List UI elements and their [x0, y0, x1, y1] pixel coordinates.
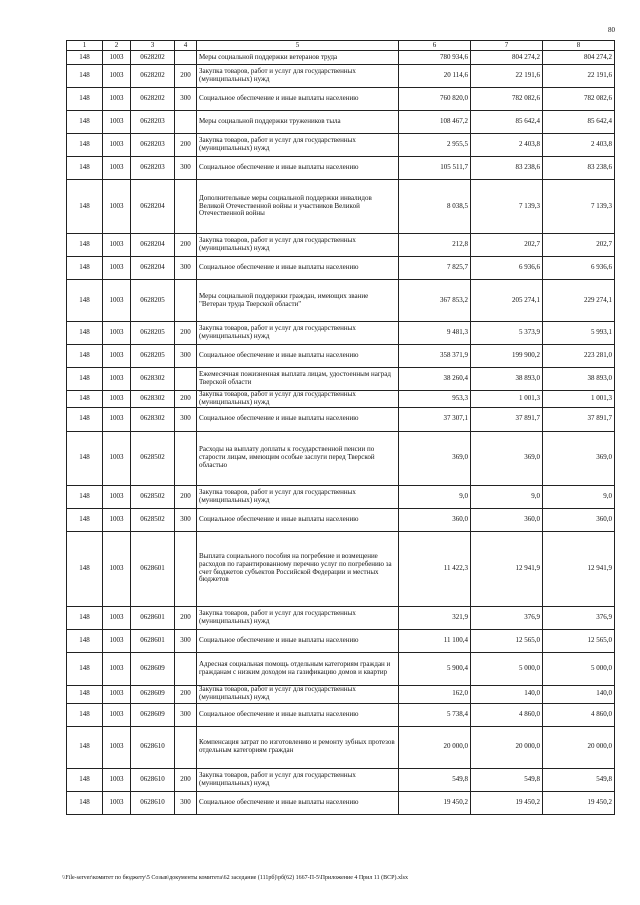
cell-program: 148: [67, 508, 103, 531]
table-body: [67, 51, 615, 815]
col-header-6: 6: [399, 41, 471, 51]
table-row: [67, 368, 615, 391]
cell-program: 148: [67, 322, 103, 345]
cell-name: Закупка товаров, работ и услуг для государственных (муниципальных) нужд: [197, 234, 399, 257]
table-row: [67, 407, 615, 431]
cell-program: 148: [67, 88, 103, 111]
cell-amount-col8: 2 403,8: [543, 134, 615, 157]
table-row: [67, 768, 615, 791]
table-row: [67, 280, 615, 322]
cell-program: 148: [67, 652, 103, 685]
table-row: [67, 652, 615, 685]
cell-amount-col6: 162,0: [399, 685, 471, 703]
cell-target-article: 0628203: [131, 157, 175, 180]
cell-program: 148: [67, 606, 103, 629]
cell-amount-col7: 12 565,0: [471, 629, 543, 652]
cell-amount-col7: 22 191,6: [471, 65, 543, 88]
cell-section: 1003: [103, 51, 131, 65]
cell-target-article: 0628502: [131, 485, 175, 508]
cell-expense-type: 300: [175, 407, 197, 431]
cell-section: 1003: [103, 652, 131, 685]
cell-section: 1003: [103, 685, 131, 703]
cell-section: 1003: [103, 134, 131, 157]
cell-target-article: 0628205: [131, 322, 175, 345]
cell-amount-col7: 85 642,4: [471, 111, 543, 134]
cell-expense-type: [175, 726, 197, 768]
cell-target-article: 0628202: [131, 51, 175, 65]
cell-section: 1003: [103, 257, 131, 280]
table-row: [67, 157, 615, 180]
cell-section: 1003: [103, 703, 131, 726]
cell-amount-col8: 7 139,3: [543, 180, 615, 234]
cell-amount-col8: 202,7: [543, 234, 615, 257]
cell-program: 148: [67, 257, 103, 280]
col-header-4: 4: [175, 41, 197, 51]
cell-section: 1003: [103, 629, 131, 652]
cell-amount-col6: 108 467,2: [399, 111, 471, 134]
cell-expense-type: 200: [175, 234, 197, 257]
table-row: [67, 134, 615, 157]
cell-amount-col7: 9,0: [471, 485, 543, 508]
cell-expense-type: 300: [175, 629, 197, 652]
cell-amount-col7: 804 274,2: [471, 51, 543, 65]
cell-name: Социальное обеспечение и иные выплаты населению: [197, 157, 399, 180]
table-row: [67, 65, 615, 88]
cell-expense-type: 200: [175, 606, 197, 629]
cell-name: Адресная социальная помощь отдельным категориям граждан и гражданам с низким доходом на газификацию домов и квартир: [197, 652, 399, 685]
cell-amount-col6: 780 934,6: [399, 51, 471, 65]
cell-name: Ежемесячная пожизненная выплата лицам, удостоенным наград Тверской области: [197, 368, 399, 391]
cell-amount-col6: 2 955,5: [399, 134, 471, 157]
cell-amount-col6: 5 738,4: [399, 703, 471, 726]
cell-name: Закупка товаров, работ и услуг для государственных (муниципальных) нужд: [197, 391, 399, 408]
cell-amount-col6: 549,8: [399, 768, 471, 791]
cell-program: 148: [67, 391, 103, 408]
cell-expense-type: [175, 368, 197, 391]
cell-amount-col6: 212,8: [399, 234, 471, 257]
table-row: [67, 345, 615, 368]
cell-program: 148: [67, 180, 103, 234]
cell-amount-col7: 369,0: [471, 431, 543, 485]
cell-section: 1003: [103, 431, 131, 485]
cell-amount-col8: 12 941,9: [543, 531, 615, 606]
cell-amount-col8: 376,9: [543, 606, 615, 629]
cell-amount-col8: 5 000,0: [543, 652, 615, 685]
cell-section: 1003: [103, 280, 131, 322]
cell-name: Расходы на выплату доплаты к государственной пенсии по старости лицам, имеющим особые заслуги перед Тверской областью: [197, 431, 399, 485]
cell-target-article: 0628610: [131, 791, 175, 814]
cell-program: 148: [67, 685, 103, 703]
cell-amount-col6: 321,9: [399, 606, 471, 629]
cell-amount-col6: 5 900,4: [399, 652, 471, 685]
cell-expense-type: 300: [175, 791, 197, 814]
cell-amount-col6: 8 038,5: [399, 180, 471, 234]
cell-name: Закупка товаров, работ и услуг для государственных (муниципальных) нужд: [197, 685, 399, 703]
table-row: [67, 726, 615, 768]
table-row: [67, 51, 615, 65]
cell-amount-col7: 202,7: [471, 234, 543, 257]
cell-amount-col8: 1 001,3: [543, 391, 615, 408]
table-row: [67, 508, 615, 531]
cell-amount-col8: 6 936,6: [543, 257, 615, 280]
cell-expense-type: 200: [175, 768, 197, 791]
cell-target-article: 0628609: [131, 652, 175, 685]
cell-section: 1003: [103, 368, 131, 391]
cell-amount-col6: 11 100,4: [399, 629, 471, 652]
cell-amount-col6: 367 853,2: [399, 280, 471, 322]
table-row: [67, 485, 615, 508]
cell-amount-col7: 5 373,9: [471, 322, 543, 345]
cell-amount-col8: 22 191,6: [543, 65, 615, 88]
cell-expense-type: 300: [175, 257, 197, 280]
cell-section: 1003: [103, 234, 131, 257]
cell-name: Дополнительные меры социальной поддержки инвалидов Великой Отечественной войны и участников Великой Отечественной войны: [197, 180, 399, 234]
cell-amount-col7: 549,8: [471, 768, 543, 791]
cell-name: Социальное обеспечение и иные выплаты населению: [197, 88, 399, 111]
cell-amount-col7: 83 238,6: [471, 157, 543, 180]
cell-section: 1003: [103, 508, 131, 531]
cell-target-article: 0628601: [131, 531, 175, 606]
cell-amount-col8: 5 993,1: [543, 322, 615, 345]
cell-amount-col6: 38 260,4: [399, 368, 471, 391]
cell-expense-type: 200: [175, 485, 197, 508]
cell-target-article: 0628205: [131, 345, 175, 368]
cell-amount-col6: 9 481,3: [399, 322, 471, 345]
cell-amount-col6: 9,0: [399, 485, 471, 508]
cell-amount-col6: 11 422,3: [399, 531, 471, 606]
cell-name: Выплата социального пособия на погребение и возмещение расходов по гарантированному перечню услуг по погребению за счет бюджетов субъектов Российской Федерации и местных бюджетов: [197, 531, 399, 606]
table-row: [67, 531, 615, 606]
cell-amount-col7: 140,0: [471, 685, 543, 703]
cell-target-article: 0628302: [131, 407, 175, 431]
cell-name: Социальное обеспечение и иные выплаты населению: [197, 703, 399, 726]
cell-amount-col7: 1 001,3: [471, 391, 543, 408]
cell-name: Социальное обеспечение и иные выплаты населению: [197, 508, 399, 531]
cell-name: Компенсация затрат по изготовлению и ремонту зубных протезов отдельным категориям граждан: [197, 726, 399, 768]
cell-section: 1003: [103, 606, 131, 629]
table-row: [67, 629, 615, 652]
cell-program: 148: [67, 345, 103, 368]
cell-amount-col6: 358 371,9: [399, 345, 471, 368]
cell-section: 1003: [103, 726, 131, 768]
cell-amount-col8: 37 891,7: [543, 407, 615, 431]
cell-amount-col8: 782 082,6: [543, 88, 615, 111]
col-header-3: 3: [131, 41, 175, 51]
cell-program: 148: [67, 111, 103, 134]
cell-name: Социальное обеспечение и иные выплаты населению: [197, 407, 399, 431]
cell-target-article: 0628609: [131, 685, 175, 703]
cell-amount-col8: 12 565,0: [543, 629, 615, 652]
cell-program: 148: [67, 629, 103, 652]
cell-amount-col6: 20 114,6: [399, 65, 471, 88]
col-header-5: 5: [197, 41, 399, 51]
cell-program: 148: [67, 485, 103, 508]
cell-name: Закупка товаров, работ и услуг для государственных (муниципальных) нужд: [197, 768, 399, 791]
cell-target-article: 0628203: [131, 134, 175, 157]
cell-section: 1003: [103, 768, 131, 791]
cell-section: 1003: [103, 65, 131, 88]
cell-amount-col6: 37 307,1: [399, 407, 471, 431]
cell-amount-col6: 20 000,0: [399, 726, 471, 768]
cell-target-article: 0628302: [131, 391, 175, 408]
table-row: [67, 791, 615, 814]
cell-amount-col7: 20 000,0: [471, 726, 543, 768]
cell-amount-col6: 953,3: [399, 391, 471, 408]
cell-target-article: 0628302: [131, 368, 175, 391]
cell-expense-type: 200: [175, 134, 197, 157]
cell-amount-col8: 369,0: [543, 431, 615, 485]
cell-program: 148: [67, 234, 103, 257]
cell-amount-col7: 199 900,2: [471, 345, 543, 368]
cell-amount-col8: 140,0: [543, 685, 615, 703]
cell-amount-col6: 19 450,2: [399, 791, 471, 814]
col-header-8: 8: [543, 41, 615, 51]
cell-name: Социальное обеспечение и иные выплаты населению: [197, 791, 399, 814]
cell-amount-col8: 223 281,0: [543, 345, 615, 368]
cell-target-article: 0628204: [131, 180, 175, 234]
table-row: [67, 234, 615, 257]
cell-program: 148: [67, 791, 103, 814]
cell-name: Меры социальной поддержки ветеранов труда: [197, 51, 399, 65]
cell-program: 148: [67, 157, 103, 180]
table-row: [67, 391, 615, 408]
cell-expense-type: [175, 431, 197, 485]
cell-target-article: 0628202: [131, 88, 175, 111]
cell-name: Социальное обеспечение и иные выплаты населению: [197, 345, 399, 368]
cell-expense-type: [175, 280, 197, 322]
cell-target-article: 0628205: [131, 280, 175, 322]
cell-target-article: 0628502: [131, 431, 175, 485]
cell-amount-col7: 360,0: [471, 508, 543, 531]
cell-section: 1003: [103, 180, 131, 234]
budget-table: [66, 40, 615, 815]
cell-expense-type: 300: [175, 88, 197, 111]
cell-amount-col7: 19 450,2: [471, 791, 543, 814]
table-row: [67, 703, 615, 726]
cell-expense-type: 300: [175, 508, 197, 531]
cell-name: Социальное обеспечение и иные выплаты населению: [197, 257, 399, 280]
table-row: [67, 322, 615, 345]
cell-amount-col8: 4 860,0: [543, 703, 615, 726]
cell-amount-col8: 9,0: [543, 485, 615, 508]
cell-amount-col7: 7 139,3: [471, 180, 543, 234]
cell-amount-col7: 6 936,6: [471, 257, 543, 280]
cell-program: 148: [67, 134, 103, 157]
cell-amount-col8: 360,0: [543, 508, 615, 531]
cell-target-article: 0628601: [131, 629, 175, 652]
col-header-1: 1: [67, 41, 103, 51]
cell-section: 1003: [103, 322, 131, 345]
cell-program: 148: [67, 280, 103, 322]
cell-amount-col6: 369,0: [399, 431, 471, 485]
cell-amount-col7: 205 274,1: [471, 280, 543, 322]
cell-amount-col6: 360,0: [399, 508, 471, 531]
cell-amount-col7: 782 082,6: [471, 88, 543, 111]
cell-amount-col8: 804 274,2: [543, 51, 615, 65]
cell-expense-type: 300: [175, 703, 197, 726]
cell-name: Социальное обеспечение и иные выплаты населению: [197, 629, 399, 652]
cell-expense-type: [175, 531, 197, 606]
cell-expense-type: 200: [175, 322, 197, 345]
cell-section: 1003: [103, 157, 131, 180]
cell-section: 1003: [103, 88, 131, 111]
cell-target-article: 0628610: [131, 726, 175, 768]
cell-amount-col8: 85 642,4: [543, 111, 615, 134]
cell-amount-col6: 7 825,7: [399, 257, 471, 280]
cell-program: 148: [67, 531, 103, 606]
file-path-footer: \\File-server\комитет по бюджету\5 Созыв\документы комитета\62 заседание (111рб)\рб(62) 1667-П-5\Приложение 4 Прил 11 (ВСР).xlsx: [62, 875, 409, 881]
cell-name: Закупка товаров, работ и услуг для государственных (муниципальных) нужд: [197, 606, 399, 629]
cell-section: 1003: [103, 485, 131, 508]
cell-expense-type: [175, 652, 197, 685]
cell-amount-col7: 12 941,9: [471, 531, 543, 606]
cell-program: 148: [67, 703, 103, 726]
col-header-7: 7: [471, 41, 543, 51]
cell-target-article: 0628202: [131, 65, 175, 88]
cell-amount-col6: 760 820,0: [399, 88, 471, 111]
table-row: [67, 606, 615, 629]
cell-name: Закупка товаров, работ и услуг для государственных (муниципальных) нужд: [197, 322, 399, 345]
cell-amount-col7: 2 403,8: [471, 134, 543, 157]
cell-amount-col8: 229 274,1: [543, 280, 615, 322]
cell-target-article: 0628610: [131, 768, 175, 791]
cell-amount-col7: 4 860,0: [471, 703, 543, 726]
cell-section: 1003: [103, 407, 131, 431]
cell-expense-type: [175, 111, 197, 134]
cell-expense-type: 300: [175, 157, 197, 180]
cell-expense-type: 200: [175, 65, 197, 88]
table-header-row: [67, 41, 615, 51]
table-row: [67, 111, 615, 134]
cell-expense-type: [175, 51, 197, 65]
cell-name: Закупка товаров, работ и услуг для государственных (муниципальных) нужд: [197, 65, 399, 88]
cell-name: Закупка товаров, работ и услуг для государственных (муниципальных) нужд: [197, 134, 399, 157]
cell-program: 148: [67, 65, 103, 88]
cell-program: 148: [67, 407, 103, 431]
cell-expense-type: 200: [175, 391, 197, 408]
cell-amount-col7: 5 000,0: [471, 652, 543, 685]
cell-amount-col8: 38 893,0: [543, 368, 615, 391]
cell-section: 1003: [103, 531, 131, 606]
table-row: [67, 431, 615, 485]
cell-expense-type: 200: [175, 685, 197, 703]
page-number: 80: [608, 26, 615, 34]
cell-amount-col8: 20 000,0: [543, 726, 615, 768]
cell-target-article: 0628601: [131, 606, 175, 629]
cell-name: Закупка товаров, работ и услуг для государственных (муниципальных) нужд: [197, 485, 399, 508]
cell-target-article: 0628203: [131, 111, 175, 134]
cell-section: 1003: [103, 791, 131, 814]
cell-target-article: 0628204: [131, 234, 175, 257]
cell-name: Меры социальной поддержки граждан, имеющих звание "Ветеран труда Тверской области": [197, 280, 399, 322]
cell-program: 148: [67, 368, 103, 391]
cell-program: 148: [67, 51, 103, 65]
col-header-2: 2: [103, 41, 131, 51]
cell-amount-col8: 19 450,2: [543, 791, 615, 814]
cell-amount-col6: 105 511,7: [399, 157, 471, 180]
cell-amount-col7: 37 891,7: [471, 407, 543, 431]
cell-program: 148: [67, 431, 103, 485]
cell-section: 1003: [103, 345, 131, 368]
cell-target-article: 0628502: [131, 508, 175, 531]
cell-name: Меры социальной поддержки тружеников тыла: [197, 111, 399, 134]
table-row: [67, 180, 615, 234]
table-row: [67, 257, 615, 280]
table-row: [67, 88, 615, 111]
cell-amount-col8: 549,8: [543, 768, 615, 791]
cell-amount-col8: 83 238,6: [543, 157, 615, 180]
table-row: [67, 685, 615, 703]
cell-program: 148: [67, 726, 103, 768]
cell-section: 1003: [103, 111, 131, 134]
cell-target-article: 0628609: [131, 703, 175, 726]
cell-section: 1003: [103, 391, 131, 408]
cell-expense-type: [175, 180, 197, 234]
cell-target-article: 0628204: [131, 257, 175, 280]
cell-expense-type: 300: [175, 345, 197, 368]
cell-program: 148: [67, 768, 103, 791]
cell-amount-col7: 376,9: [471, 606, 543, 629]
cell-amount-col7: 38 893,0: [471, 368, 543, 391]
